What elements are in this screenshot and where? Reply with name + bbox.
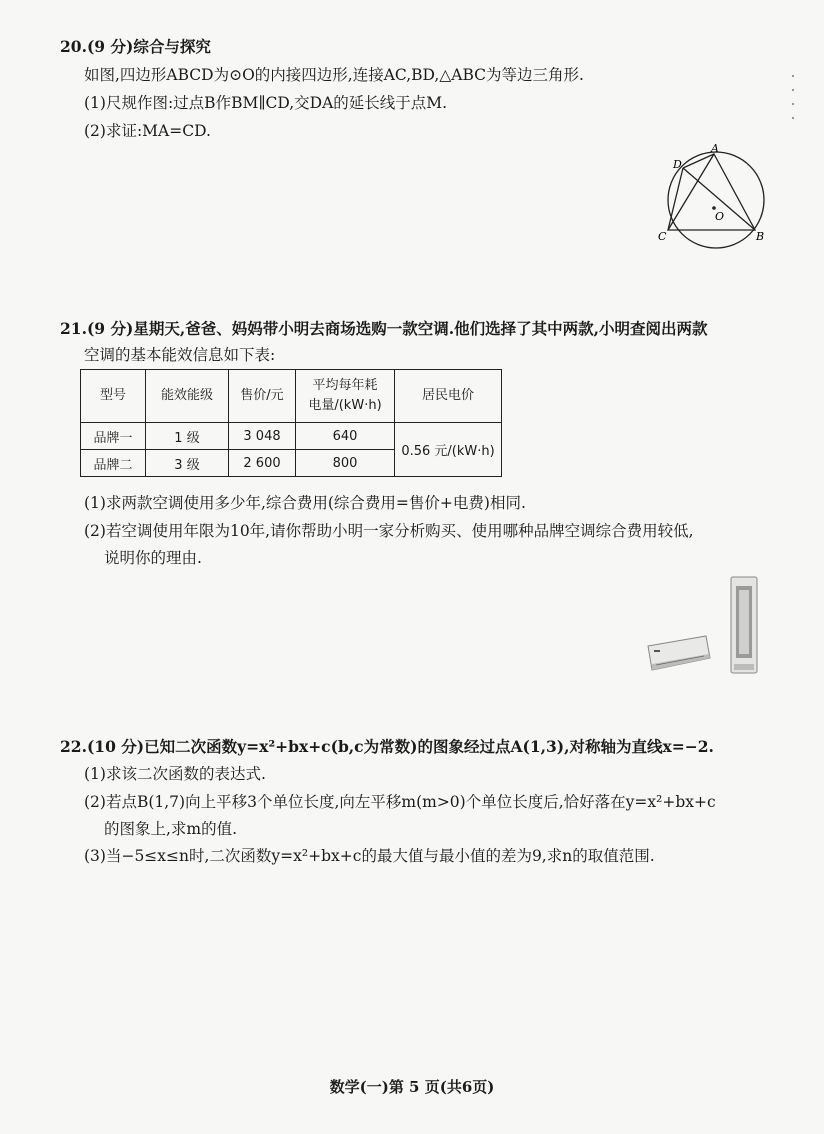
header-model: 型号 bbox=[81, 370, 146, 423]
wall-air-conditioner-image bbox=[646, 634, 712, 674]
energy-info-table bbox=[80, 369, 502, 477]
cell-price: 2 600 bbox=[229, 450, 296, 477]
q22-part1: (1)求该二次函数的表达式. bbox=[84, 765, 266, 783]
page-footer: 数学(一)第 5 页(共6页) bbox=[329, 1078, 495, 1096]
circle-o bbox=[668, 152, 764, 248]
cell-level: 3 级 bbox=[146, 450, 229, 477]
q21-title: 21.(9 分)星期天,爸爸、妈妈带小明去商场选购一款空调.他们选择了其中两款,小明查阅出两款 bbox=[60, 319, 708, 338]
q22-title: 22.(10 分)已知二次函数y=x²+bx+c(b,c为常数)的图象经过点A(1,3),对称轴为直线x=−2. bbox=[60, 737, 714, 756]
margin-marks bbox=[788, 72, 798, 122]
cell-usage: 640 bbox=[296, 423, 395, 450]
q21-part2-cont: 说明你的理由. bbox=[104, 549, 202, 567]
q20-part1: (1)尺规作图:过点B作BM∥CD,交DA的延长线于点M. bbox=[84, 94, 448, 112]
cell-electricity-price: 0.56 元/(kW·h) bbox=[395, 423, 502, 477]
q20-part2: (2)求证:MA=CD. bbox=[84, 122, 211, 140]
q21-part1: (1)求两款空调使用多少年,综合费用(综合费用=售价+电费)相同. bbox=[84, 494, 526, 512]
cell-level: 1 级 bbox=[146, 423, 229, 450]
label-d: D bbox=[673, 158, 682, 171]
q22-part2: (2)若点B(1,7)向上平移3个单位长度,向左平移m(m>0)个单位长度后,恰好落在y=x²+bx+c bbox=[84, 793, 716, 811]
q22-part3: (3)当−5≤x≤n时,二次函数y=x²+bx+c的最大值与最小值的差为9,求n的取值范围. bbox=[84, 847, 655, 865]
header-electricity-price: 居民电价 bbox=[395, 370, 502, 423]
header-annual-usage-line1: 平均每年耗 bbox=[312, 378, 378, 393]
floor-air-conditioner-image bbox=[730, 576, 758, 674]
q21-part2: (2)若空调使用年限为10年,请你帮助小明一家分析购买、使用哪种品牌空调综合费用较低, bbox=[84, 522, 694, 540]
segment-dc bbox=[668, 168, 683, 230]
table-header-row bbox=[81, 370, 502, 423]
q22-part2-cont: 的图象上,求m的值. bbox=[104, 820, 238, 838]
label-o: O bbox=[715, 210, 725, 223]
header-annual-usage bbox=[296, 370, 395, 423]
cell-brand: 品牌二 bbox=[81, 450, 146, 477]
cell-usage: 800 bbox=[296, 450, 395, 477]
q20-statement: 如图,四边形ABCD为⊙O的内接四边形,连接AC,BD,△ABC为等边三角形. bbox=[84, 66, 584, 84]
header-energy-level: 能效能级 bbox=[146, 370, 229, 423]
label-c: C bbox=[658, 230, 667, 243]
cell-brand: 品牌一 bbox=[81, 423, 146, 450]
circle-quadrilateral-figure bbox=[654, 142, 774, 252]
q21-statement: 空调的基本能效信息如下表: bbox=[84, 346, 276, 364]
header-annual-usage-line2: 电量/(kW·h) bbox=[308, 398, 382, 413]
label-a: A bbox=[711, 142, 719, 155]
q20-title: 20.(9 分)综合与探究 bbox=[60, 37, 211, 56]
cell-price: 3 048 bbox=[229, 423, 296, 450]
table-row bbox=[81, 423, 502, 450]
header-price: 售价/元 bbox=[229, 370, 296, 423]
label-b: B bbox=[756, 230, 765, 243]
